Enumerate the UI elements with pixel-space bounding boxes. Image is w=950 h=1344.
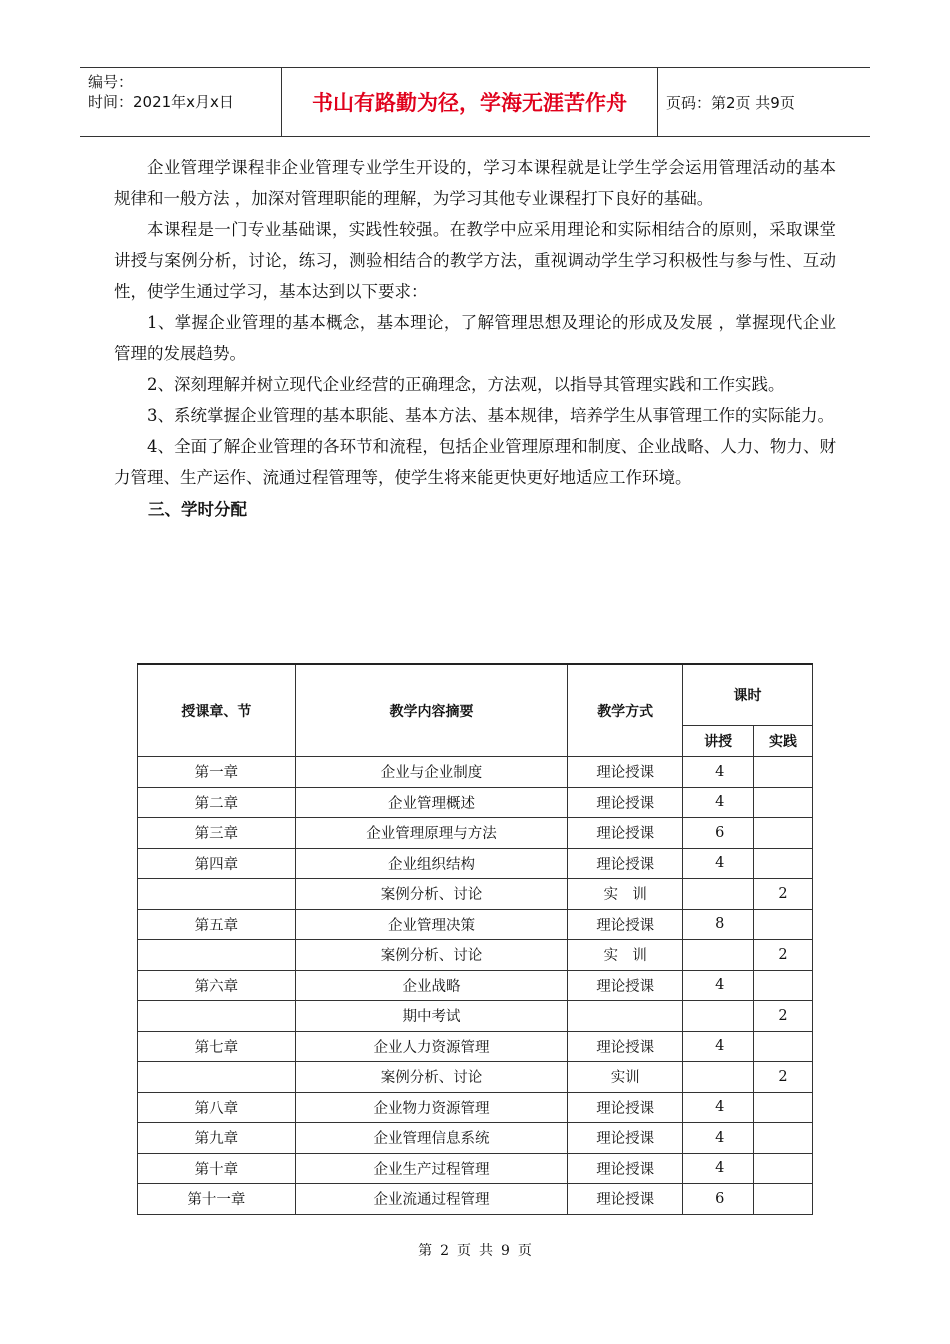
footer-total-prefix: 共 bbox=[479, 1243, 493, 1259]
cell-chapter: 第五章 bbox=[138, 909, 296, 940]
cell-lecture: 4 bbox=[683, 787, 754, 818]
cell-method: 理论授课 bbox=[568, 757, 683, 788]
cell-content: 案例分析、讨论 bbox=[295, 879, 568, 910]
cell-method: 理论授课 bbox=[568, 1153, 683, 1184]
table-row bbox=[138, 1184, 813, 1215]
table-body bbox=[138, 757, 813, 1215]
requirement-3: 3、系统掌握企业管理的基本职能、基本方法、基本规律，培养学生从事管理工作的实际能力。 bbox=[147, 406, 834, 425]
cell-method: 理论授课 bbox=[568, 1031, 683, 1062]
header-page-label: 页码：第2页 共9页 bbox=[666, 93, 795, 112]
cell-content: 企业生产过程管理 bbox=[295, 1153, 568, 1184]
cell-content: 企业管理原理与方法 bbox=[295, 818, 568, 849]
cell-lecture: 6 bbox=[683, 818, 754, 849]
cell-practice: 2 bbox=[754, 1001, 813, 1032]
cell-practice: 2 bbox=[754, 1062, 813, 1093]
cell-lecture bbox=[683, 940, 754, 971]
cell-method: 实 训 bbox=[568, 940, 683, 971]
header-method: 教学方式 bbox=[568, 664, 683, 757]
header-lecture: 讲授 bbox=[683, 726, 754, 757]
cell-chapter: 第六章 bbox=[138, 970, 296, 1001]
cell-content: 企业组织结构 bbox=[295, 848, 568, 879]
cell-practice bbox=[754, 1184, 813, 1215]
cell-chapter: 第一章 bbox=[138, 757, 296, 788]
cell-chapter bbox=[138, 940, 296, 971]
cell-chapter: 第十一章 bbox=[138, 1184, 296, 1215]
cell-method: 理论授课 bbox=[568, 909, 683, 940]
requirement-4: 4、全面了解企业管理的各环节和流程，包括企业管理原理和制度、企业战略、人力、物力、财力管理、生产运作、流通过程管理等，使学生将来能更快更好地适应工作环境。 bbox=[114, 437, 836, 487]
cell-practice bbox=[754, 818, 813, 849]
cell-method bbox=[568, 1001, 683, 1032]
table-row bbox=[138, 879, 813, 910]
cell-method: 理论授课 bbox=[568, 848, 683, 879]
cell-lecture: 4 bbox=[683, 1031, 754, 1062]
cell-content: 企业管理决策 bbox=[295, 909, 568, 940]
table-row bbox=[138, 1092, 813, 1123]
cell-chapter: 第四章 bbox=[138, 848, 296, 879]
cell-content: 企业管理信息系统 bbox=[295, 1123, 568, 1154]
hours-table bbox=[137, 663, 813, 1215]
cell-lecture: 4 bbox=[683, 970, 754, 1001]
cell-practice bbox=[754, 757, 813, 788]
cell-lecture: 4 bbox=[683, 1153, 754, 1184]
cell-lecture bbox=[683, 1001, 754, 1032]
table-row bbox=[138, 1031, 813, 1062]
table-row bbox=[138, 1062, 813, 1093]
table-row bbox=[138, 1001, 813, 1032]
cell-practice: 2 bbox=[754, 940, 813, 971]
cell-chapter bbox=[138, 1001, 296, 1032]
cell-practice bbox=[754, 1153, 813, 1184]
document-body bbox=[114, 152, 836, 525]
footer-mid: 页 bbox=[457, 1243, 471, 1259]
section-title: 三、学时分配 bbox=[148, 500, 247, 519]
cell-content: 企业战略 bbox=[295, 970, 568, 1001]
header-content: 教学内容摘要 bbox=[295, 664, 568, 757]
cell-practice bbox=[754, 1031, 813, 1062]
table-row bbox=[138, 1153, 813, 1184]
table-row bbox=[138, 970, 813, 1001]
footer-prefix: 第 bbox=[418, 1243, 433, 1259]
page-header bbox=[80, 67, 870, 137]
cell-chapter: 第九章 bbox=[138, 1123, 296, 1154]
cell-chapter: 第三章 bbox=[138, 818, 296, 849]
cell-method: 理论授课 bbox=[568, 787, 683, 818]
footer-suffix: 页 bbox=[517, 1243, 532, 1259]
table-row bbox=[138, 909, 813, 940]
header-meta bbox=[80, 68, 282, 136]
cell-practice bbox=[754, 909, 813, 940]
table-row bbox=[138, 848, 813, 879]
cell-method: 实训 bbox=[568, 1062, 683, 1093]
cell-practice bbox=[754, 848, 813, 879]
cell-chapter bbox=[138, 879, 296, 910]
cell-lecture: 4 bbox=[683, 1092, 754, 1123]
cell-content: 案例分析、讨论 bbox=[295, 940, 568, 971]
paragraph-intro: 企业管理学课程非企业管理专业学生开设的，学习本课程就是让学生学会运用管理活动的基本规律和一般方法 ，加深对管理职能的理解，为学习其他专业课程打下良好的基础。 bbox=[114, 158, 836, 208]
cell-content: 案例分析、讨论 bbox=[295, 1062, 568, 1093]
header-hours: 课时 bbox=[683, 664, 813, 726]
cell-lecture: 4 bbox=[683, 848, 754, 879]
paragraph-course: 本课程是一门专业基础课，实践性较强。在教学中应采用理论和实际相结合的原则，采取课堂讲授与案例分析，讨论，练习，测验相结合的教学方法，重视调动学生学习积极性与参与性、互动性，使学生通过学习，基本达到以下要求： bbox=[114, 220, 836, 301]
table-row bbox=[138, 787, 813, 818]
cell-lecture bbox=[683, 1062, 754, 1093]
cell-lecture: 4 bbox=[683, 757, 754, 788]
cell-practice: 2 bbox=[754, 879, 813, 910]
cell-method: 理论授课 bbox=[568, 970, 683, 1001]
header-motto: 书山有路勤为径，学海无涯苦作舟 bbox=[282, 68, 658, 136]
header-practice: 实践 bbox=[754, 726, 813, 757]
cell-chapter: 第七章 bbox=[138, 1031, 296, 1062]
cell-content: 企业物力资源管理 bbox=[295, 1092, 568, 1123]
cell-chapter: 第八章 bbox=[138, 1092, 296, 1123]
cell-chapter: 第二章 bbox=[138, 787, 296, 818]
table-row bbox=[138, 818, 813, 849]
cell-lecture: 6 bbox=[683, 1184, 754, 1215]
cell-method: 理论授课 bbox=[568, 1184, 683, 1215]
cell-practice bbox=[754, 787, 813, 818]
cell-practice bbox=[754, 1123, 813, 1154]
table-row bbox=[138, 1123, 813, 1154]
cell-content: 企业管理概述 bbox=[295, 787, 568, 818]
serial-label: 编号： bbox=[88, 73, 134, 91]
cell-method: 理论授课 bbox=[568, 818, 683, 849]
cell-chapter bbox=[138, 1062, 296, 1093]
footer-total: 9 bbox=[501, 1243, 510, 1259]
cell-lecture bbox=[683, 879, 754, 910]
cell-method: 实 训 bbox=[568, 879, 683, 910]
cell-content: 企业人力资源管理 bbox=[295, 1031, 568, 1062]
date-label: 时间：2021年x月x日 bbox=[88, 93, 234, 111]
cell-lecture: 4 bbox=[683, 1123, 754, 1154]
cell-chapter: 第十章 bbox=[138, 1153, 296, 1184]
cell-method: 理论授课 bbox=[568, 1092, 683, 1123]
cell-method: 理论授课 bbox=[568, 1123, 683, 1154]
cell-content: 企业与企业制度 bbox=[295, 757, 568, 788]
cell-practice bbox=[754, 970, 813, 1001]
table-row bbox=[138, 940, 813, 971]
requirement-2: 2、深刻理解并树立现代企业经营的正确理念，方法观，以指导其管理实践和工作实践。 bbox=[147, 375, 785, 394]
cell-content: 期中考试 bbox=[295, 1001, 568, 1032]
header-chapter: 授课章、节 bbox=[138, 664, 296, 757]
cell-practice bbox=[754, 1092, 813, 1123]
page-footer bbox=[0, 1240, 950, 1260]
footer-page-number: 2 bbox=[440, 1243, 449, 1259]
requirement-1: 1、掌握企业管理的基本概念，基本理论，了解管理思想及理论的形成及发展 ，掌握现代企业管理的发展趋势。 bbox=[114, 313, 836, 363]
cell-content: 企业流通过程管理 bbox=[295, 1184, 568, 1215]
table-row bbox=[138, 757, 813, 788]
cell-lecture: 8 bbox=[683, 909, 754, 940]
